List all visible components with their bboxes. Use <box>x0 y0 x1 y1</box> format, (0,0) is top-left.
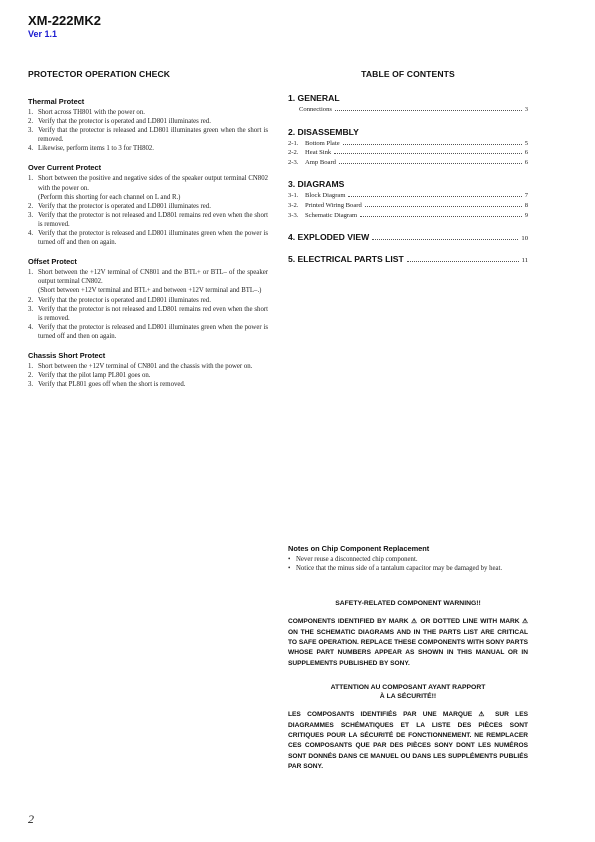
toc-leader-dots <box>339 163 522 164</box>
toc-item-label: Printed Wiring Board <box>305 201 362 209</box>
toc-item-page: 7 <box>524 192 528 200</box>
toc-item-number: 2-3. <box>288 158 299 166</box>
toc-item[interactable] <box>288 139 528 149</box>
toc-item-label: Heat Sink <box>305 149 332 157</box>
version-label: Ver 1.1 <box>28 29 58 39</box>
toc-parts-list[interactable] <box>288 254 528 264</box>
page-number: 2 <box>28 812 34 826</box>
list-item: 1. Short between the positive and negative sides of the speaker output terminal CN802 with the power on. (Perform this shorting for each channel on L and R.) <box>28 175 268 201</box>
toc-disassembly-heading: 2. DISASSEMBLY <box>288 126 359 137</box>
toc-item[interactable] <box>288 105 528 115</box>
list-item: • Never reuse a disconnected chip component. <box>288 556 418 563</box>
toc-item-page: 6 <box>524 158 528 166</box>
toc-item-number: 3-3. <box>288 211 299 219</box>
list-item: 1. Short between the +12V terminal of CN801 and the BTL+ or BTL– of the speaker output terminal CN802. (Short between +12V terminal and BTL+ and between +12V terminal and BTL–.) <box>28 269 268 295</box>
toc-item-label: Block Diagram <box>305 192 346 200</box>
toc-item[interactable] <box>288 201 528 211</box>
toc-item-number: 2-2. <box>288 149 299 157</box>
protector-operation-check <box>28 69 268 389</box>
toc-item-label: Schematic Diagram <box>305 211 358 219</box>
toc-item[interactable] <box>288 148 528 158</box>
safety-warning-text-fr: LES COMPOSANTS IDENTIFIÉS PAR UNE MARQUE ⚠ SUR LES DIAGRAMMES SCHÉMATIQUES ET LA LISTE DES PIÈCES SONT CRITIQUES POUR LA SÉCURITÉ DE FONCTIONNEMENT. NE REMPLACER CES COMPOSANTS QUE PAR DES PIÈCES SONY DONT LES NUMÉROS SONT DONNÉS DANS CE MANUEL OU DANS LES SUPPLÉMENTS PUBLIÉS PAR SONY. <box>288 711 528 771</box>
list-item: 3. Verify that the protector is not released and LD801 remains red even when the short is removed. <box>28 305 268 322</box>
toc-item-page: 8 <box>524 201 528 209</box>
toc-general-items <box>288 105 528 115</box>
toc-item-page: 9 <box>524 211 528 219</box>
toc-item[interactable] <box>288 211 528 221</box>
protector-sections <box>28 97 268 389</box>
toc-item-page: 6 <box>524 149 528 157</box>
toc-exploded-label: 4. EXPLODED VIEW <box>288 232 370 243</box>
safety-warning-title-fr: ATTENTION AU COMPOSANT AYANT RAPPORT <box>330 684 486 692</box>
toc-item-page: 5 <box>524 139 528 147</box>
toc-general-heading: 1. GENERAL <box>288 93 340 103</box>
chip-notes-list <box>288 555 528 573</box>
safety-warning-title: SAFETY-RELATED COMPONENT WARNING!! <box>335 600 481 608</box>
toc-exploded-view[interactable] <box>288 232 528 242</box>
section-heading: Thermal Protect <box>28 97 85 106</box>
toc-diagrams-heading: 3. DIAGRAMS <box>288 179 345 190</box>
toc-item[interactable] <box>288 158 528 168</box>
toc-leader-dots <box>407 261 519 262</box>
section-heading: Over Current Protect <box>28 163 102 173</box>
toc-diagrams-items <box>288 191 528 220</box>
model-name: XM-222MK2 <box>28 13 101 28</box>
toc-leader-dots <box>343 144 522 145</box>
toc-disassembly-items <box>288 139 528 168</box>
toc-item-label: Connections <box>299 106 332 113</box>
toc-item-label: Bottom Plate <box>305 139 340 147</box>
safety-warning-text: COMPONENTS IDENTIFIED BY MARK ⚠ OR DOTTED LINE WITH MARK ⚠ ON THE SCHEMATIC DIAGRAMS AND IN THE PARTS LIST ARE CRITICAL TO SAFE OPERATION. REPLACE THESE COMPONENTS WITH SONY PARTS WHOSE PART NUMBERS APPEAR AS SHOWN IN THIS MANUAL OR IN SUPPLEMENTS PUBLISHED BY SONY. <box>288 618 528 667</box>
list-item: 4. Likewise, perform items 1 to 3 for TH802. <box>28 145 154 153</box>
safety-warning-title-fr-line2: À LA SÉCURITÉ!! <box>379 693 437 701</box>
chip-notes-heading: Notes on Chip Component Replacement <box>288 544 430 553</box>
section-heading: Offset Protect <box>28 257 77 267</box>
list-item: 1. Short across TH801 with the power on. <box>28 109 145 116</box>
list-item: 2. Verify that the protector is operated and LD801 illuminates red. <box>28 118 211 126</box>
toc-leader-dots <box>334 153 522 154</box>
toc-leader-dots <box>335 110 522 111</box>
list-item: 4. Verify that the protector is released and LD801 illuminates green when the power is turned off and then on again. <box>28 323 268 340</box>
toc-item-label: Amp Board <box>305 158 336 166</box>
list-item: 3. Verify that PL801 goes off when the short is removed. <box>28 381 186 389</box>
chip-notes-block <box>288 544 528 773</box>
toc-item-number: 3-2. <box>288 201 299 209</box>
toc-leader-dots <box>360 216 522 217</box>
list-item: 2. Verify that the protector is operated and LD801 illuminates red. <box>28 296 211 304</box>
list-item: 1. Short between the +12V terminal of CN801 and the chassis with the power on. <box>28 362 253 370</box>
steps-list <box>28 174 268 247</box>
toc-item-number: 3-1. <box>288 192 299 200</box>
toc-leader-dots <box>365 206 522 207</box>
toc-exploded-page: 10 <box>521 235 528 243</box>
toc-item[interactable] <box>288 191 528 201</box>
toc-leader-dots <box>372 239 518 240</box>
toc-leader-dots <box>348 196 521 197</box>
steps-list <box>28 108 268 153</box>
steps-list <box>28 362 268 389</box>
list-item: 3. Verify that the protector is released and LD801 illuminates green when the short is removed. <box>28 127 268 144</box>
list-item: 2. Verify that the pilot lamp PL801 goes on. <box>28 372 151 380</box>
section-heading: Chassis Short Protect <box>28 350 106 360</box>
list-item: 3. Verify that the protector is not released and LD801 remains red even when the short is removed. <box>28 211 268 228</box>
toc-parts-page: 11 <box>521 257 528 265</box>
toc-title: TABLE OF CONTENTS <box>361 69 455 79</box>
list-item: 2. Verify that the protector is operated and LD801 illuminates red. <box>28 202 211 210</box>
list-item: • Notice that the minus side of a tantalum capacitor may be damaged by heat. <box>288 565 503 573</box>
toc-item-page: 3 <box>524 106 528 113</box>
table-of-contents <box>288 69 528 266</box>
toc-item-number: 2-1. <box>288 139 299 147</box>
toc-parts-label: 5. ELECTRICAL PARTS LIST <box>288 254 404 265</box>
list-item: 4. Verify that the protector is released and LD801 illuminates green when the power is turned off and then on again. <box>28 230 268 247</box>
steps-list <box>28 268 268 341</box>
protector-title: PROTECTOR OPERATION CHECK <box>28 69 171 79</box>
